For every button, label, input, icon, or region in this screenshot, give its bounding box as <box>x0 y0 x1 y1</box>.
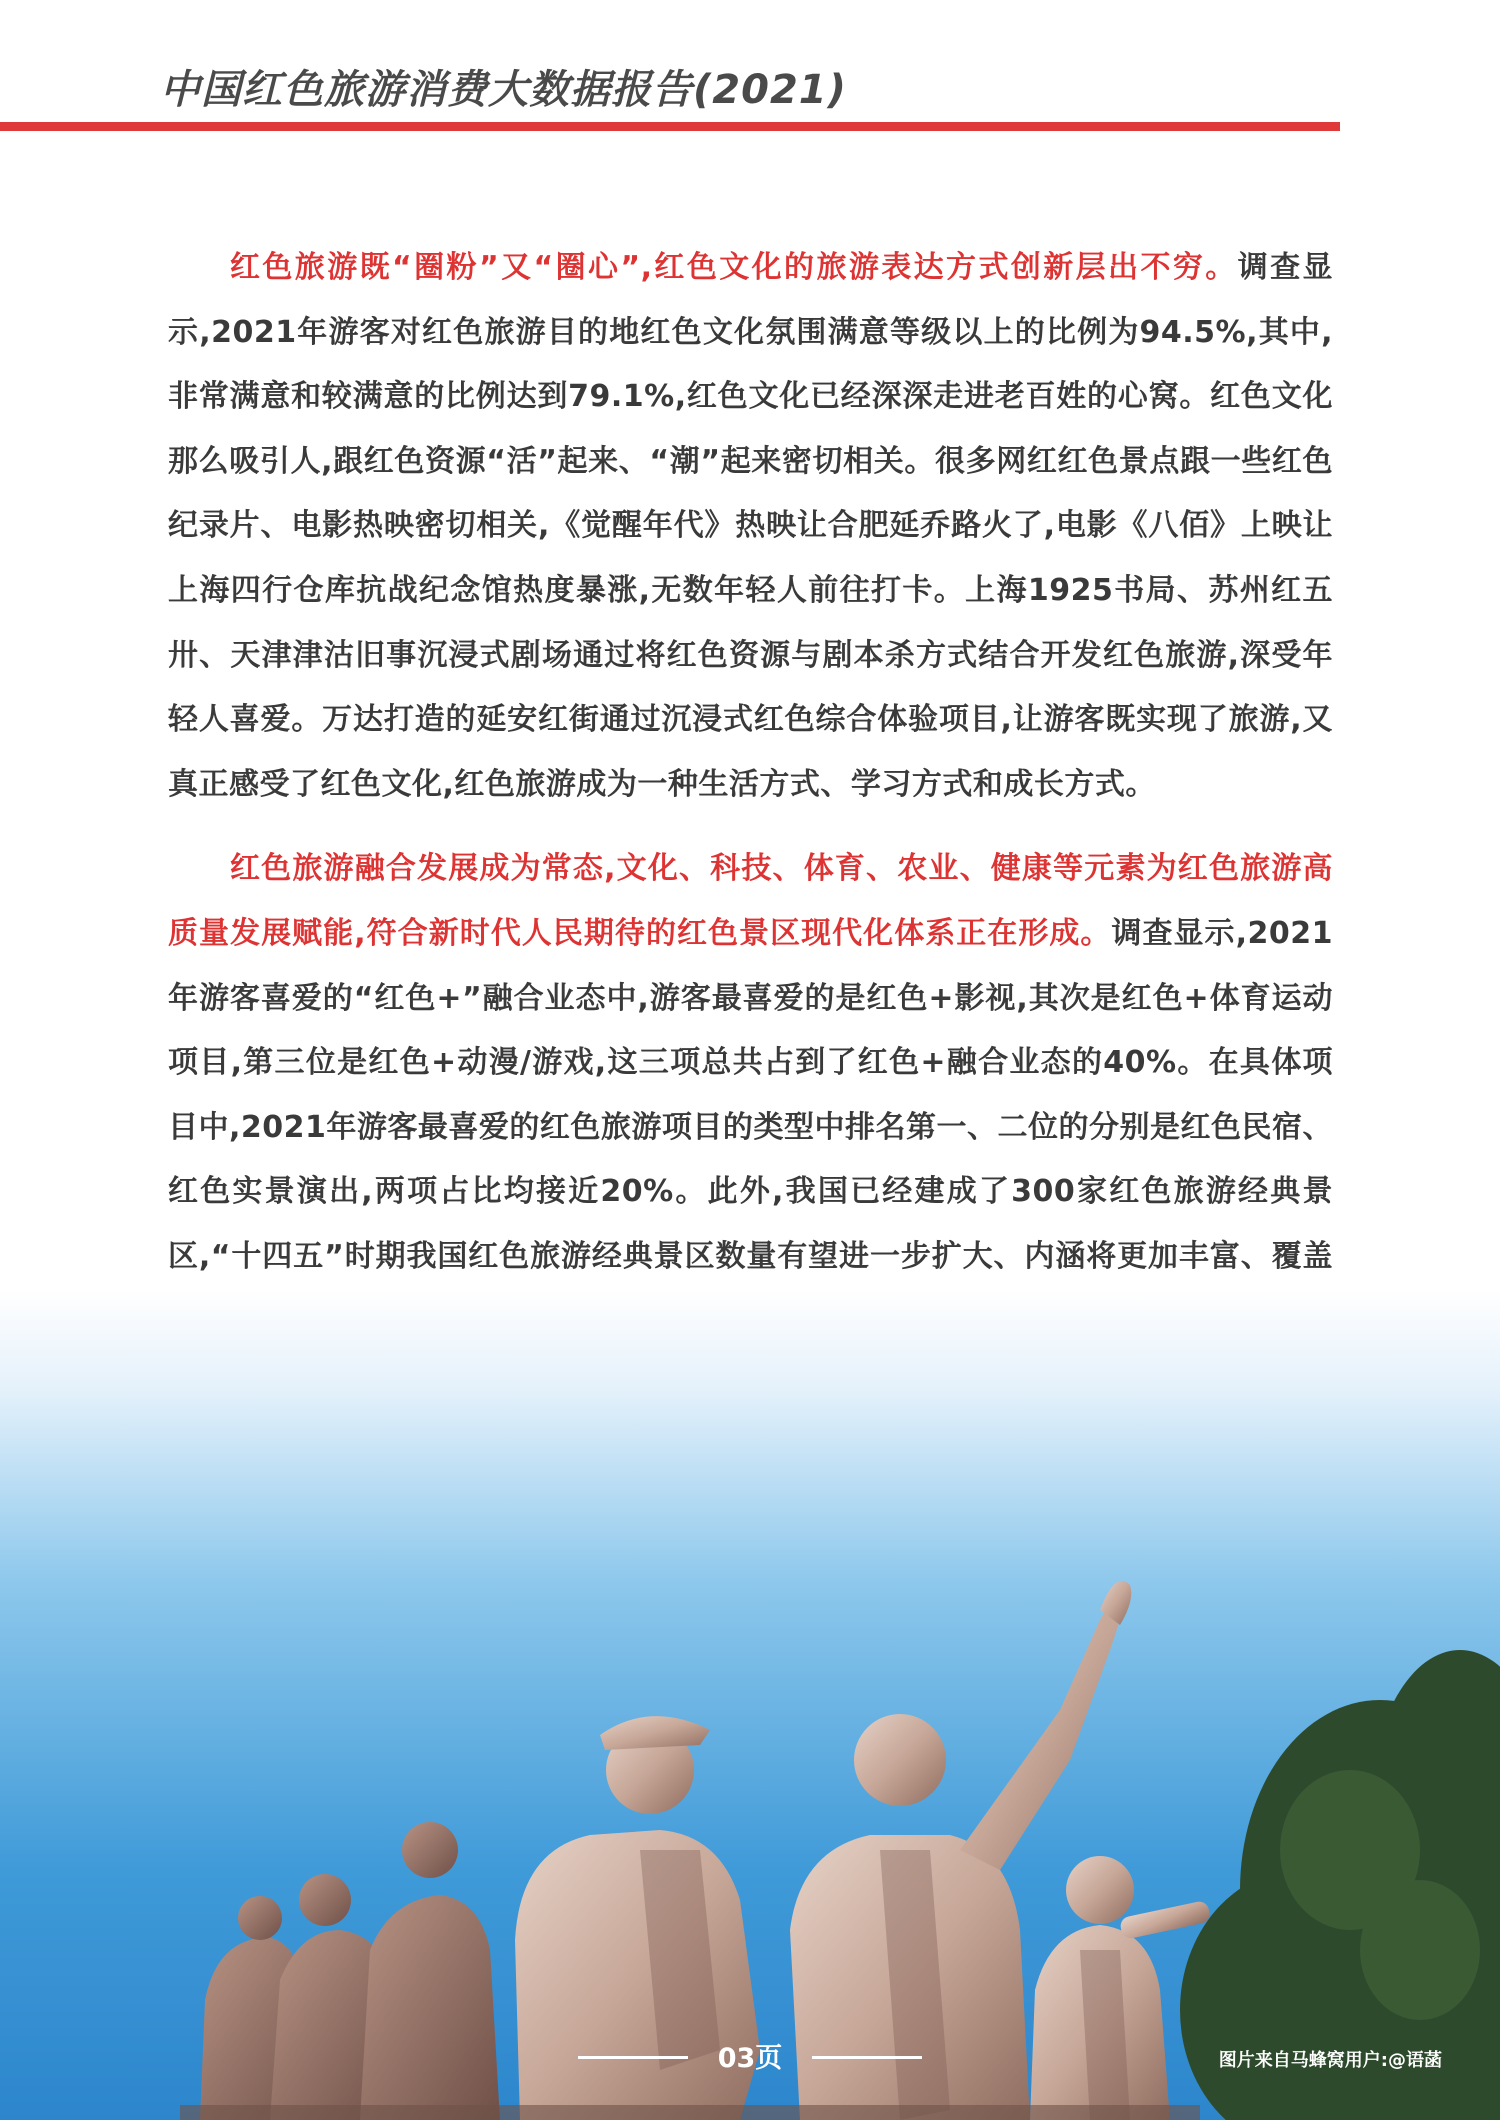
paragraph-1-text: 调查显示,2021年游客对红色旅游目的地红色文化氛围满意等级以上的比例为94.5%,其中,非常满意和较满意的比例达到79.1%,红色文化已经深深走进老百姓的心窝。红色文化那么吸引人,跟红色资源“活”起来、“潮”起来密切相关。很多网红红色景点跟一些红色纪录片、电影热映密切相关,《觉醒年代》热映让合肥延乔路火了,电影《八佰》上映让上海四行仓库抗战纪念馆热度暴涨,无数年轻人前往打卡。上海1925书局、苏州红五卅、天津津沽旧事沉浸式剧场通过将红色资源与剧本杀方式结合开发红色旅游,深受年轻人喜爱。万达打造的延安红街通过沉浸式红色综合体验项目,让游客既实现了旅游,又真正感受了红色文化,红色旅游成为一种生活方式、学习方式和成长方式。 <box>168 250 1334 802</box>
paragraph-1-highlight: 红色旅游既“圈粉”又“圈心”,红色文化的旅游表达方式创新层出不穷。 <box>230 250 1238 285</box>
header-divider <box>0 122 1340 131</box>
photo-credit: 图片来自马蜂窝用户:@语菡 <box>1218 2050 1442 2071</box>
report-title: 中国红色旅游消费大数据报告(2021) <box>160 67 847 113</box>
paragraph-2 <box>168 837 1333 1354</box>
paragraph-2-highlight: 红色旅游融合发展成为常态,文化、科技、体育、农业、健康等元素为红色旅游高质量发展赋能,符合新时代人民期待的红色景区现代化体系正在形成。 <box>168 851 1333 951</box>
article-body <box>168 236 1333 1354</box>
page-number-area <box>578 2036 922 2076</box>
page-number-rule-right <box>812 2056 922 2059</box>
paragraph-1 <box>168 236 1333 817</box>
monument-photo <box>0 1290 1500 2120</box>
page-number-rule-left <box>578 2056 688 2059</box>
page-number: 03页 <box>717 2043 783 2074</box>
paragraph-2-text: 调查显示,2021年游客喜爱的“红色+”融合业态中,游客最喜爱的是红色+影视,其次是红色+体育运动项目,第三位是红色+动漫/游戏,这三项总共占到了红色+融合业态的40%。在具体项目中,2021年游客最喜爱的红色旅游项目的类型中排名第一、二位的分别是红色民宿、红色实景演出,两项占比均接近20%。此外,我国已经建成了300家红色旅游经典景区,“十四五”时期我国红色旅游经典景区数量有望进一步扩大、内涵将更加丰富、覆盖 <box>168 915 1333 1274</box>
